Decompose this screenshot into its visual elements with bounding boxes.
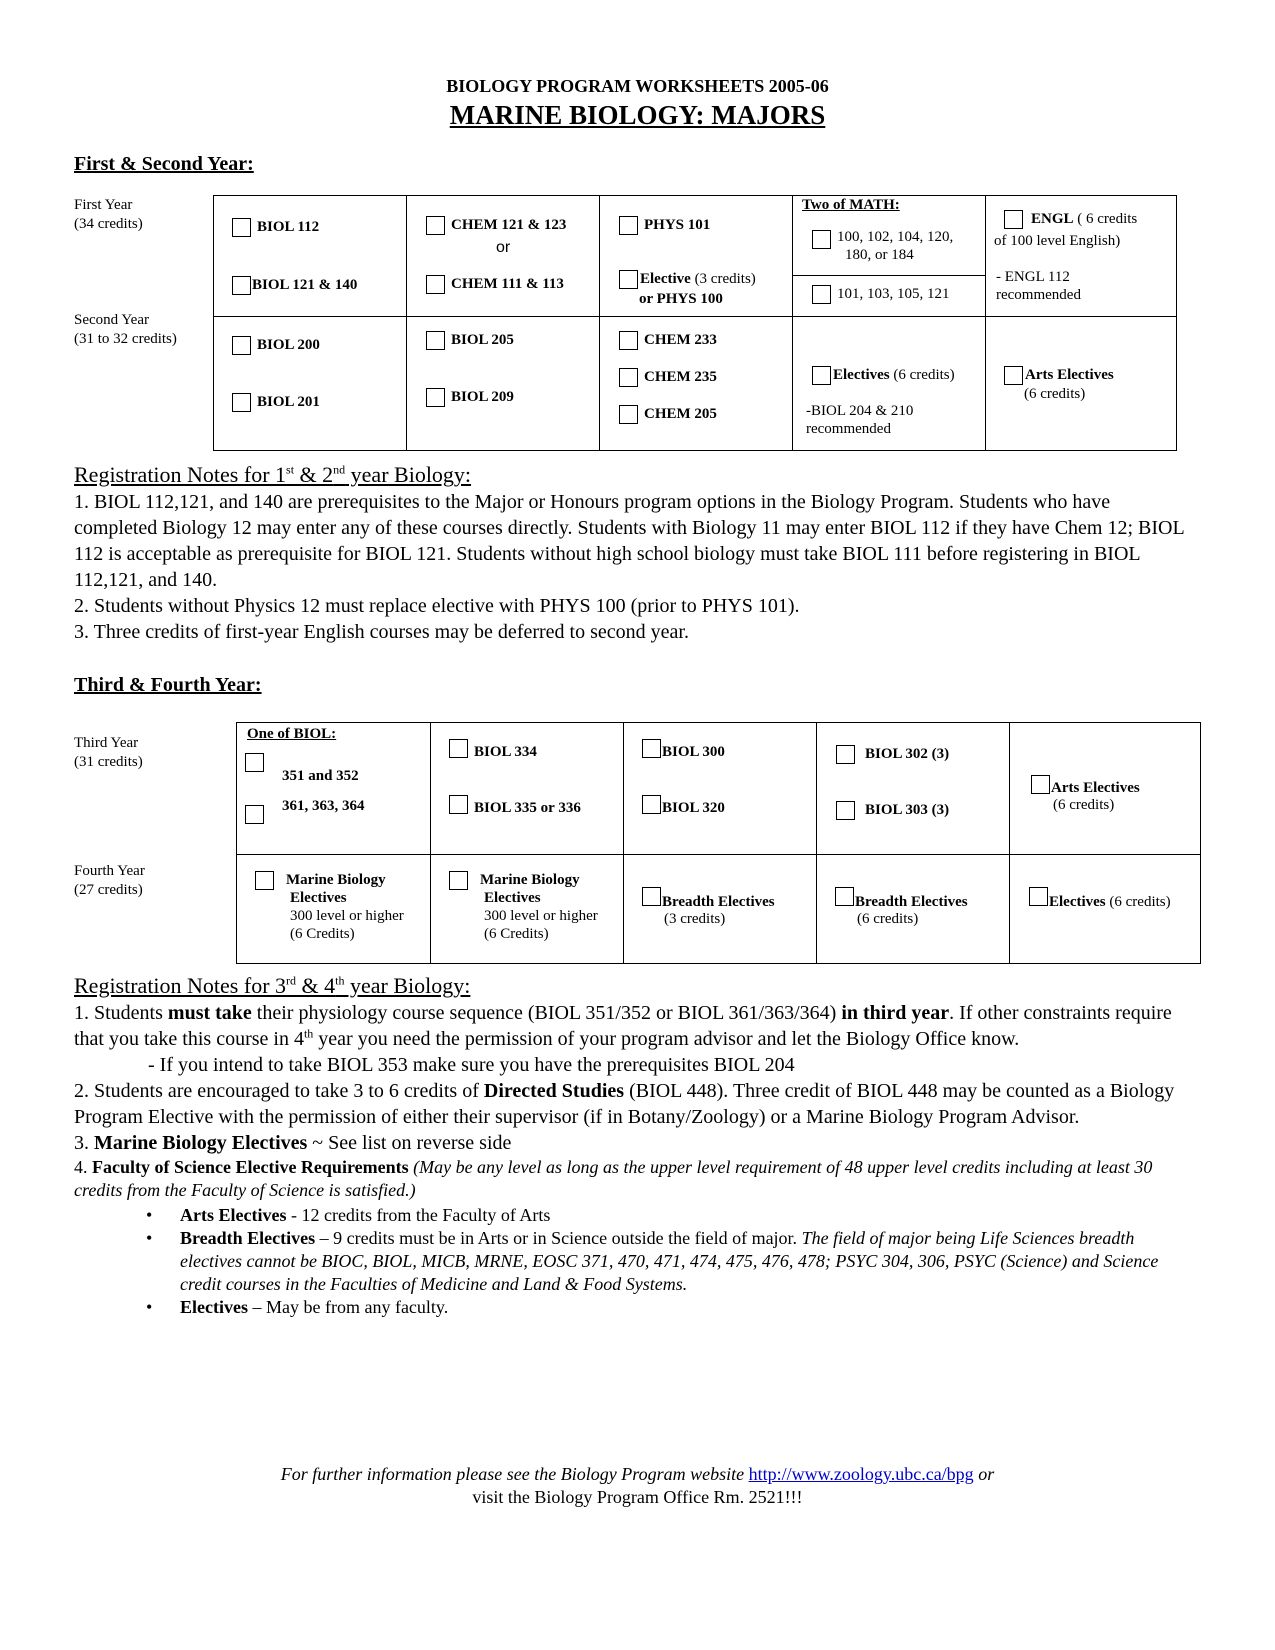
course-credits: (6 credits) <box>1105 894 1171 910</box>
checkbox[interactable] <box>1004 210 1023 229</box>
registration-notes-1-2 <box>74 461 1184 645</box>
heading-sup: st <box>286 462 295 477</box>
heading-part: year Biology: <box>344 973 471 998</box>
course-credits: (6 Credits) <box>484 926 549 942</box>
bullet-icon: • <box>146 1297 153 1317</box>
course-label: CHEM 121 & 123 <box>451 217 567 233</box>
course-label: BIOL 121 & 140 <box>252 277 358 293</box>
course-label: ENGL <box>1031 211 1074 227</box>
course-biol-361-363-364[interactable] <box>245 797 365 816</box>
course-chem-121-123[interactable] <box>426 216 566 235</box>
checkbox[interactable] <box>619 405 638 424</box>
course-text <box>1049 894 1171 910</box>
course-credits: (3 credits) <box>664 911 726 928</box>
checkbox[interactable] <box>232 218 251 237</box>
text-bold: Breadth Electives <box>180 1228 316 1248</box>
engl-note: of 100 level English) <box>994 233 1121 249</box>
note2-3 <box>74 1130 1186 1156</box>
course-engl[interactable] <box>1004 210 1137 229</box>
course-label: Marine Biology <box>480 872 580 888</box>
course-biol-320[interactable] <box>642 795 725 814</box>
course-elective-phys-100[interactable] <box>619 270 756 308</box>
page-title: MARINE BIOLOGY: MAJORS <box>449 100 826 130</box>
course-biol-112[interactable] <box>232 218 319 237</box>
course-biol-200[interactable] <box>232 336 320 355</box>
math-option-line: 100, 102, 104, 120, <box>837 229 954 245</box>
note-3: 3. Three credits of first-year English courses may be deferred to second year. <box>74 621 689 643</box>
course-level: 300 level or higher <box>290 908 404 924</box>
course-biol-303[interactable] <box>836 801 949 820</box>
checkbox[interactable] <box>619 216 638 235</box>
course-label: BIOL 335 or 336 <box>474 800 581 816</box>
course-label: BIOL 209 <box>451 389 514 405</box>
course-chem-205[interactable] <box>619 405 717 424</box>
course-label: Electives <box>484 890 541 906</box>
text-sup: th <box>303 1026 314 1041</box>
first-year-title: First Year <box>74 197 133 213</box>
course-credits: (6 Credits) <box>290 926 355 942</box>
course-chem-235[interactable] <box>619 368 717 387</box>
course-label: Breadth Electives <box>855 894 968 910</box>
course-phys-101[interactable] <box>619 216 710 235</box>
course-alt-label: or PHYS 100 <box>639 291 723 308</box>
checkbox[interactable] <box>1029 887 1048 906</box>
course-label: BIOL 334 <box>474 744 537 760</box>
elective-requirements-list <box>146 1204 1186 1319</box>
heading-part: Registration Notes for 1 <box>74 462 287 487</box>
course-label: PHYS 101 <box>644 217 711 233</box>
course-credits: (6 credits) <box>1024 386 1086 403</box>
course-label: CHEM 205 <box>644 406 717 422</box>
course-biol-300[interactable] <box>642 739 725 758</box>
bullet-icon: • <box>146 1228 153 1248</box>
math-heading: Two of MATH: <box>802 197 900 213</box>
course-label: Electives <box>833 367 890 383</box>
course-label: Elective <box>640 271 691 287</box>
checkbox[interactable] <box>812 230 831 249</box>
course-text <box>286 871 404 943</box>
footer <box>0 1463 1275 1509</box>
second-year-title: Second Year <box>74 312 149 328</box>
course-biol-302[interactable] <box>836 745 949 764</box>
checkbox[interactable] <box>255 871 274 890</box>
second-year-label <box>74 311 177 349</box>
heading-sup: rd <box>286 973 297 988</box>
course-credits: (3 credits) <box>690 271 756 287</box>
course-biol-201[interactable] <box>232 393 320 412</box>
course-label: BIOL 303 (3) <box>865 802 950 818</box>
footer-line-1 <box>0 1463 1275 1486</box>
checkbox[interactable] <box>836 745 855 764</box>
note-2: 2. Students without Physics 12 must replace elective with PHYS 100 (prior to PHYS 101). <box>74 595 800 617</box>
checkbox[interactable] <box>812 366 831 385</box>
checkbox[interactable] <box>232 393 251 412</box>
course-arts-electives-y3[interactable] <box>1031 775 1140 814</box>
course-level: 300 level or higher <box>484 908 598 924</box>
course-credits: (6 credits) <box>889 367 955 383</box>
engl-note-line: recommended <box>996 287 1081 303</box>
text: 2. Students are encouraged to take 3 to 6 credits of <box>74 1080 484 1102</box>
note2-2 <box>74 1078 1186 1130</box>
course-label: BIOL 201 <box>257 394 320 410</box>
text: – 9 credits must be in Arts or in Science outside the field of major. <box>315 1228 802 1248</box>
course-marine-biology-electives-1[interactable] <box>255 871 404 943</box>
course-biol-334[interactable] <box>449 739 537 758</box>
checkbox[interactable] <box>642 887 661 906</box>
course-biol-351-352[interactable] <box>245 753 359 784</box>
course-credits: (6 credits) <box>1053 797 1115 814</box>
course-label: BIOL 300 <box>662 744 725 760</box>
recommendation-line: recommended <box>806 421 891 437</box>
course-electives-y4[interactable] <box>1029 887 1171 910</box>
biology-program-website-link[interactable]: http://www.zoology.ubc.ca/bpg <box>748 1464 974 1484</box>
first-second-year-grid <box>213 195 1177 451</box>
text: (BIOL 448). Three credit of BIOL 448 may be counted as a Biology Program Elective with the permission of either their supervisor (if in Botany/Zoology) or a Marine Biology Program Advisor. <box>74 1080 1175 1128</box>
checkbox[interactable] <box>245 753 264 772</box>
text: their physiology course sequence (BIOL 351/352 or BIOL 361/363/364) <box>251 1002 842 1024</box>
one-of-biol-heading: One of BIOL: <box>247 726 337 742</box>
registration-notes-3-4 <box>74 972 1186 1319</box>
course-label: Marine Biology <box>286 872 386 888</box>
course-biol-209[interactable] <box>426 388 514 407</box>
course-arts-electives-y2[interactable] <box>1004 366 1114 403</box>
course-label: 361, 363, 364 <box>282 798 365 814</box>
third-year-label <box>74 734 143 772</box>
section-heading-third-fourth: Third & Fourth Year: <box>74 674 262 696</box>
checkbox[interactable] <box>619 331 638 350</box>
course-biol-335-336[interactable] <box>449 795 581 814</box>
checkbox[interactable] <box>449 795 468 814</box>
text-bold: Directed Studies <box>483 1080 625 1102</box>
math-option-1[interactable] <box>812 228 953 264</box>
course-credits: (6 credits) <box>857 911 919 928</box>
course-label: CHEM 111 & 113 <box>451 276 564 292</box>
course-text <box>480 871 598 943</box>
engl-note-line: - ENGL 112 <box>996 269 1070 285</box>
text-bold: Faculty of Science Elective Requirements <box>92 1157 409 1177</box>
text-italic: (May be any level as long as the upper level requirement of 48 upper level credits including at least 30 credits from the Faculty of Science is satisfied.) <box>74 1157 1153 1200</box>
course-chem-111-113[interactable] <box>426 275 564 294</box>
note2-1 <box>74 1000 1186 1052</box>
engl-112-note <box>996 268 1081 304</box>
checkbox[interactable] <box>619 270 638 289</box>
note2-4 <box>74 1156 1186 1202</box>
course-label: BIOL 200 <box>257 337 320 353</box>
heading-part: year Biology: <box>345 462 472 487</box>
checkbox[interactable] <box>449 871 468 890</box>
text-bold: Arts Electives <box>180 1205 287 1225</box>
fourth-year-title: Fourth Year <box>74 863 145 879</box>
course-biol-205[interactable] <box>426 331 514 350</box>
footer-text: For further information please see the Biology Program website <box>280 1464 749 1484</box>
course-marine-biology-electives-2[interactable] <box>449 871 598 943</box>
course-label: Breadth Electives <box>662 894 775 910</box>
course-label: 351 and 352 <box>282 768 359 784</box>
checkbox[interactable] <box>835 887 854 906</box>
checkbox[interactable] <box>426 275 445 294</box>
text-bold: Marine Biology Electives <box>94 1132 308 1154</box>
third-year-credits: (31 credits) <box>74 754 143 770</box>
footer-line-2: visit the Biology Program Office Rm. 2521!!! <box>472 1487 803 1507</box>
course-label: BIOL 302 (3) <box>865 746 950 762</box>
math-option-label: 101, 103, 105, 121 <box>837 286 950 302</box>
course-label: CHEM 233 <box>644 332 717 348</box>
checkbox[interactable] <box>245 805 264 824</box>
course-label: BIOL 320 <box>662 800 725 816</box>
text: 4. <box>74 1157 92 1177</box>
text-bold: in third year <box>841 1002 950 1024</box>
text: 3. <box>74 1132 94 1154</box>
math-option-2[interactable] <box>812 285 950 304</box>
second-year-credits: (31 to 32 credits) <box>74 331 177 347</box>
note-1: 1. BIOL 112,121, and 140 are prerequisites to the Major or Honours program options in the Biology Program. Students who have completed Biology 12 may enter any of these courses directly. Students with Biology 11 may enter BIOL 112 if they have Chem 12; BIOL 112 is acceptable as prerequisite for BIOL 121. Students without high school biology must take BIOL 111 before registering in BIOL 112,121, and 140. <box>74 491 1184 591</box>
text: - 12 credits from the Faculty of Arts <box>286 1205 551 1225</box>
checkbox[interactable] <box>426 331 445 350</box>
heading-part: & 2 <box>294 462 334 487</box>
checkbox[interactable] <box>619 368 638 387</box>
text-bold: Electives <box>180 1297 248 1317</box>
note2-1-sub: - If you intend to take BIOL 353 make sure you have the prerequisites BIOL 204 <box>148 1054 795 1076</box>
list-item <box>146 1204 1186 1227</box>
course-label: Arts Electives <box>1025 367 1114 383</box>
text: . If other constraints require that you take this course in 4 <box>74 1002 1172 1050</box>
course-label: BIOL 205 <box>451 332 514 348</box>
math-option-1-text <box>837 228 953 264</box>
footer-text: or <box>973 1464 995 1484</box>
course-label: Electives <box>290 890 347 906</box>
checkbox[interactable] <box>1004 366 1023 385</box>
heading-part: Registration Notes for 3 <box>74 973 287 998</box>
list-item <box>146 1296 1186 1319</box>
course-label: BIOL 112 <box>257 219 320 235</box>
first-year-credits: (34 credits) <box>74 216 143 232</box>
heading-part: & 4 <box>296 973 336 998</box>
bullet-icon: • <box>146 1205 153 1225</box>
electives-recommendation <box>806 402 913 438</box>
section-heading-first-second: First & Second Year: <box>74 153 254 175</box>
text: 1. Students <box>74 1002 168 1024</box>
or-label: or <box>496 239 511 256</box>
checkbox[interactable] <box>426 388 445 407</box>
notes-heading-3-4 <box>74 972 1186 1000</box>
checkbox[interactable] <box>642 739 661 758</box>
course-label: CHEM 235 <box>644 369 717 385</box>
third-fourth-year-grid <box>236 722 1201 964</box>
fourth-year-credits: (27 credits) <box>74 882 143 898</box>
math-option-line: 180, or 184 <box>845 247 914 263</box>
program-title: BIOLOGY PROGRAM WORKSHEETS 2005-06 <box>446 76 829 96</box>
first-year-label <box>74 196 143 234</box>
text: ~ See list on reverse side <box>307 1132 512 1154</box>
heading-sup: th <box>335 973 345 988</box>
text-bold: must take <box>167 1002 252 1024</box>
checkbox[interactable] <box>812 285 831 304</box>
checkbox[interactable] <box>232 336 251 355</box>
course-breadth-electives-3[interactable] <box>642 887 775 928</box>
course-label: Arts Electives <box>1051 780 1140 796</box>
notes-heading-1-2 <box>74 461 1184 489</box>
checkbox[interactable] <box>642 795 661 814</box>
course-breadth-electives-6[interactable] <box>835 887 968 928</box>
recommendation-line: -BIOL 204 & 210 <box>806 403 914 419</box>
list-item <box>146 1227 1186 1296</box>
course-electives-y2[interactable] <box>812 366 955 385</box>
checkbox[interactable] <box>426 216 445 235</box>
course-label: Electives <box>1049 894 1106 910</box>
text: year you need the permission of your program advisor and let the Biology Office know. <box>313 1028 1020 1050</box>
third-year-title: Third Year <box>74 735 139 751</box>
text: – May be from any faculty. <box>247 1297 449 1317</box>
checkbox[interactable] <box>232 276 251 295</box>
checkbox[interactable] <box>1031 775 1050 794</box>
checkbox[interactable] <box>449 739 468 758</box>
text-italic: The field of major being Life Sciences breadth electives cannot be BIOC, BIOL, MICB, MRNE, EOSC 371, 470, 471, 474, 475, 476, 478; PSYC 304, 306, PSYC (Science) and Science credit courses in the Faculties of Medicine and Land & Food Systems. <box>180 1228 1159 1294</box>
fourth-year-label <box>74 862 145 900</box>
course-credits: ( 6 credits <box>1073 211 1138 227</box>
course-chem-233[interactable] <box>619 331 717 350</box>
heading-sup: nd <box>333 462 346 477</box>
checkbox[interactable] <box>836 801 855 820</box>
course-biol-121-140[interactable] <box>232 276 357 295</box>
